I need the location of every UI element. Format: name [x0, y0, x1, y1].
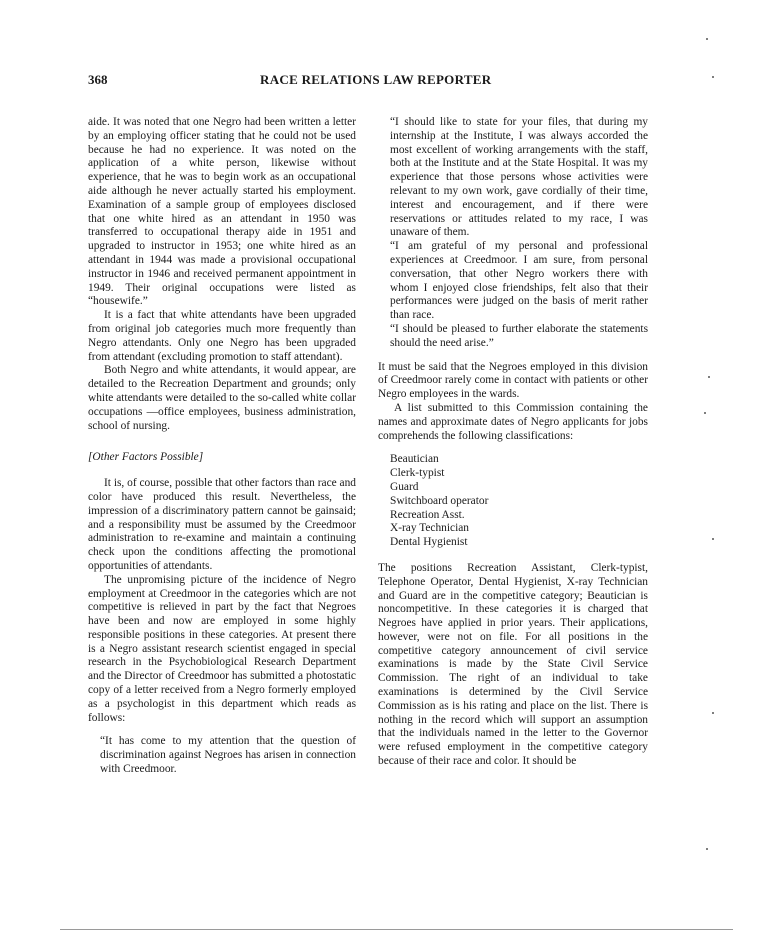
list-item: Beautician	[390, 453, 439, 466]
page-number: 368	[88, 72, 108, 87]
section-subheading: [Other Factors Possible]	[88, 451, 204, 464]
list-item: X-ray Technician	[390, 522, 470, 535]
quoted-letter-paragraph: “I should be pleased to further elaborate the statements should the need arise.”	[390, 322, 648, 349]
list-item: Clerk-typist	[390, 467, 445, 480]
list-item: Dental Hygienist	[390, 536, 468, 549]
running-head: RACE RELATIONS LAW REPORTER	[260, 72, 492, 87]
page-header	[88, 72, 656, 90]
scan-speck	[706, 848, 708, 850]
paragraph: It must be said that the Negroes employed in this division of Creedmoor rarely come in contact with patients or other Negro employees in the wards.	[378, 360, 648, 401]
paragraph: A list submitted to this Commission containing the names and approximate dates of Negro applicants for jobs comprehends the following classifications:	[378, 401, 648, 442]
scan-speck	[712, 538, 714, 540]
paragraph: It is a fact that white attendants have been upgraded from original job categories much more frequently than Negro attendants. Only one Negro has been upgraded from attendant (excluding promotion to staff attendant).	[88, 309, 356, 363]
paragraph: It is, of course, possible that other factors than race and color have produced this result. Nevertheless, the impression of a discriminatory pattern cannot be gainsaid; and a responsibility must be assumed by the Creedmoor administration to re-examine and maintain a continuing check upon the conditions affecting the promotional opportunities of attendants.	[88, 477, 356, 572]
scan-speck	[708, 376, 710, 378]
left-column	[88, 116, 356, 777]
paragraph: The positions Recreation Assistant, Clerk-typist, Telephone Operator, Dental Hygienist, X-ray Technician and Guard are in the competitive category; Beautician is noncompetitive. In these categories it is charged that Negroes have applied in prior years. Their applications, however, were not on file. For all positions in the competitive category announcement of civil service examinations is made by the State Civil Service Commission. The right of an individual to take examinations is determined by the Civil Service Commission as is his rating and place on the list. There is nothing in the record which will support an assumption that the individuals named in the letter to the Governor were refused employment in the competitive category because of their race and color. It should be	[378, 561, 648, 768]
list-item: Recreation Asst.	[390, 508, 465, 521]
paragraph: Both Negro and white attendants, it would appear, are detailed to the Recreation Department and grounds; only white attendants were detailed to the so-called white collar occupations —office employees, business administration, school of nursing.	[88, 364, 356, 432]
quoted-letter-paragraph: “It has come to my attention that the question of discrimination against Negroes has arisen in connection with Creedmoor.	[100, 735, 356, 776]
list-item: Guard	[390, 480, 419, 493]
quoted-letter-paragraph: “I should like to state for your files, that during my internship at the Institute, I was always accorded the most excellent of working arrangements with the staff, both at the Institute and at the State Hospital. It was my experience that those persons whose activities were relevant to my own work, gave cordially of their time, interest and encouragement, and if there were reservations or attitudes related to my race, I was unaware of them.	[390, 116, 648, 239]
list-item: Switchboard operator	[390, 494, 489, 507]
paragraph: aide. It was noted that one Negro had been written a letter by an employing officer stating that he could not be used because he had no experience. It was noted on the application of a white person, likewise without experience, that he was to begin work as an occupational aide although he never actually started his employment. Examination of a sample group of employees disclosed that one white hired as an attendant in 1950 was transferred to occupational therapy aide in 1951 and upgraded to instructor in 1953; one white hired as an attendant in 1944 was made a provisional occupational instructor in 1946 and received permanent appointment in 1949. Their original occupations were listed as “housewife.”	[88, 116, 356, 308]
scan-speck	[706, 38, 708, 40]
scan-edge-line	[60, 929, 733, 930]
scan-speck	[704, 412, 706, 414]
quoted-letter-paragraph: “I am grateful of my personal and professional experiences at Creedmoor. I am sure, from personal conversation, that other Negro workers there with whom I enjoyed close friendships, felt also that their performances were judged on the basis of merit rather than race.	[390, 240, 648, 322]
classification-list	[378, 453, 648, 550]
scan-speck	[712, 76, 714, 78]
right-column	[378, 116, 648, 769]
scan-speck	[712, 712, 714, 714]
paragraph: The unpromising picture of the incidence of Negro employment at Creedmoor in the categories which are not competitive is relieved in part by the fact that Negroes have been and now are employed in some highly responsible positions in these categories. At present there is a Negro assistant research scientist engaged in special research in the Psychobiological Research Department and the Director of Creedmoor has submitted a photostatic copy of a letter received from a Negro formerly employed as a psychologist in this department which reads as follows:	[88, 573, 356, 724]
